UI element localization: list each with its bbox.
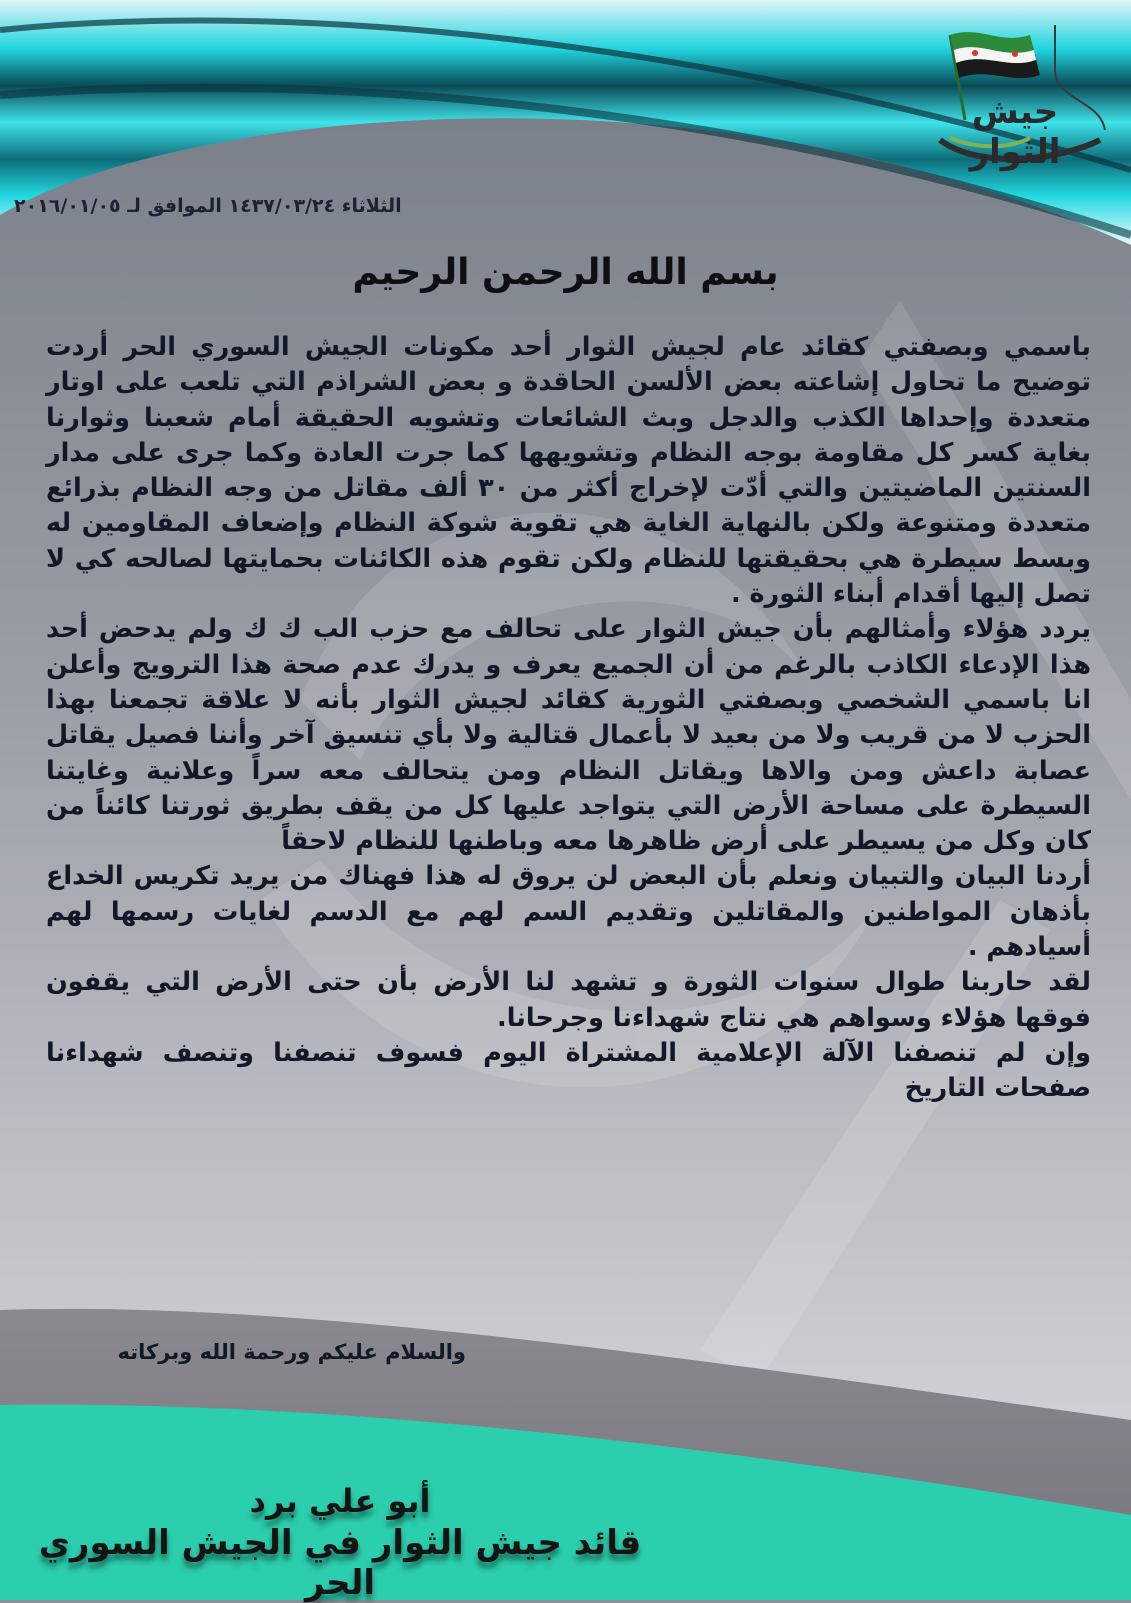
logo-text: جيش الثوار (969, 92, 1061, 172)
basmala-heading: بسم الله الرحمن الرحيم (352, 252, 779, 293)
signature-title: قائد جيش الثوار في الجيش السوري الحر (38, 1523, 642, 1603)
paragraph: لقد حاربنا طوال سنوات الثورة و تشهد لنا الأرض بأن حتى الأرض التي يقفون فوقها هؤلاء وسواهم هي نتاج شهداءنا وجرحانا. (46, 967, 1091, 1033)
statement-body (46, 330, 1091, 1107)
paragraph: أردنا البيان والتبيان ونعلم بأن البعض لن يروق له هذا فهناك من يريد تكريس الخداع بأذهان المواطنين والمقاتلين وتقديم السم لهم مع الدسم لغايات رسمها لهم أسيادهم . (46, 861, 1091, 963)
paragraph: يردد هؤلاء وأمثالهم بأن جيش الثوار على تحالف مع حزب الب ك ك ولم يدحض أحد هذا الإدعاء الكاذب بالرغم من أن الجميع يعرف و يدرك عدم صحة هذا الترويج وأعلن انا باسمي الشخصي وبصفتي الثورية كقائد لجيش الثوار بأنه لا علاقة تجمعنا بهذا الحزب لا من قريب ولا من بعيد لا بأعمال قتالية ولا بأي تنسيق آخر وأننا فصيل يقاتل عصابة داعش ومن والاها ويقاتل النظام ومن يتحالف معه سراً وعلانية وغايتنا السيطرة على مساحة الأرض التي يتواجد عليها كل من يقف بطريق ثورتنا كائناً من كان وكل من يسيطر على أرض ظاهرها معه وباطنها للنظام لاحقاً (46, 614, 1091, 857)
paragraph: وإن لم تنصفنا الآلة الإعلامية المشتراة اليوم فسوف تنصفنا وتنصف شهداءنا صفحات التاريخ (46, 1037, 1091, 1104)
signature-name: أبو علي برد (249, 1482, 431, 1520)
closing-greeting: والسلام عليكم ورحمة الله وبركاته (117, 1340, 466, 1364)
date-line: الثلاثاء ١٤٣٧/٠٣/٢٤ الموافق لـ ٢٠١٦/٠١/٠٥ (14, 195, 402, 217)
paragraph: باسمي وبصفتي كقائد عام لجيش الثوار أحد مكونات الجيش السوري الحر أردت توضيح ما تحاول إشاعته بعض الألسن الحاقدة و بعض الشراذم التي تلعب على اوتار متعددة وإحداها الكذب والدجل وبث الشائعات وتشويه الحقيقة أمام شعبنا وثوارنا بغاية كسر كل مقاومة بوجه النظام وتشويهها كما جرت العادة وكما جرى على مدار السنتين الماضيتين والتي أدّت لإخراج أكثر من ٣٠ ألف مقاتل من وجه النظام بذرائع متعددة ومتنوعة ولكن بالنهاية الغاية هي تقوية شوكة النظام وإضعاف المقاومين له وبسط سيطرة هي بحقيقتها للنظام ولكن تقوم هذه الكائنات بحمايتها لصالحه كي لا تصل إليها أقدام أبناء الثورة . (46, 332, 1091, 610)
logo (930, 20, 1120, 170)
